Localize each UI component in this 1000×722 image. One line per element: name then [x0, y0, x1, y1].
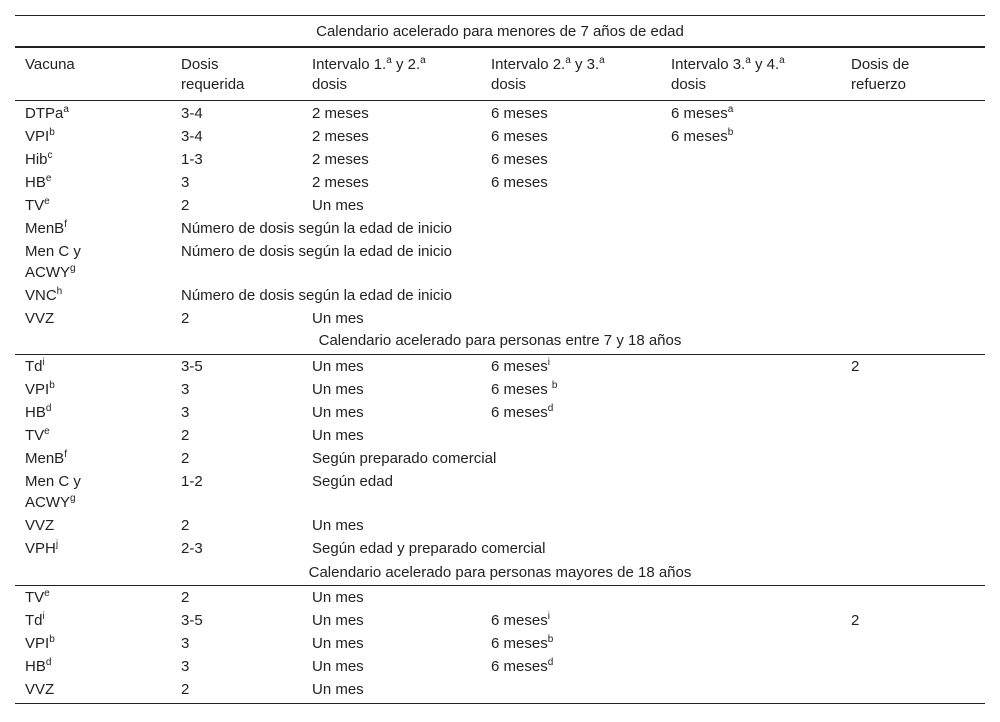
cell-vacuna — [25, 448, 67, 469]
cell-dosis: 3-5 — [181, 358, 203, 375]
footnote-mark: d — [547, 403, 554, 414]
table-row — [15, 103, 985, 126]
header-dosis-requerida: Dosis requerida — [181, 56, 245, 93]
header-intervalo-3-4: Intervalo 3.$^a$ y 4.$^a$ dosis — [671, 55, 785, 93]
vaccine-name: VPI — [25, 381, 50, 398]
vaccine-name: Td — [25, 612, 43, 629]
table-row — [15, 633, 985, 656]
cell-dosis: 3-5 — [181, 612, 203, 629]
cell-intervalo-2-3 — [491, 610, 550, 631]
vaccine-name: TV — [25, 427, 45, 444]
cell-dosis-span: Número de dosis según la edad de inicio — [181, 243, 453, 260]
cell-intervalo-1-2: 2 meses — [312, 128, 369, 145]
vaccine-name-line2: ACWY — [25, 494, 70, 511]
cell-vacuna — [25, 172, 51, 193]
table-row — [15, 538, 985, 561]
header-intervalo-2-3: Intervalo 2.$^a$ y 3.$^a$ dosis — [491, 55, 605, 93]
footnote-mark: d — [45, 657, 52, 668]
interval-value: 6 meses — [491, 174, 548, 191]
cell-dosis-span: Número de dosis según la edad de inicio — [181, 220, 453, 237]
footnote-mark: b — [547, 634, 554, 645]
table-row — [15, 172, 985, 195]
section-rule — [15, 354, 985, 355]
header-rule — [15, 100, 985, 101]
cell-dosis-span: Número de dosis según la edad de inicio — [181, 287, 453, 304]
table-row — [15, 610, 985, 633]
cell-refuerzo: 2 — [851, 612, 860, 629]
table-row — [15, 515, 985, 538]
section-title: Calendario acelerado para menores de 7 años de edad — [316, 23, 684, 40]
cell-intervalo-1-2: Un mes — [312, 589, 364, 606]
vaccine-name: HB — [25, 404, 46, 421]
footnote-mark: i — [42, 357, 45, 368]
footnote-mark: d — [547, 657, 554, 668]
cell-dosis: 2-3 — [181, 540, 203, 557]
cell-vacuna — [25, 379, 55, 400]
cell-intervalo-2-3 — [491, 656, 553, 677]
vaccine-name: DTPa — [25, 105, 64, 122]
interval-value: 6 meses — [491, 151, 548, 168]
footnote-mark: d — [45, 403, 52, 414]
interval-value: 6 meses — [491, 128, 548, 145]
cell-vacuna — [25, 610, 45, 631]
cell-dosis: 2 — [181, 310, 190, 327]
cell-dosis: 2 — [181, 197, 190, 214]
interval-value: 6 meses — [491, 612, 548, 629]
vaccine-name: VVZ — [25, 517, 55, 534]
cell-intervalo-2-3 — [491, 103, 548, 124]
vaccine-name: VVZ — [25, 681, 55, 698]
footnote-mark: a — [63, 104, 69, 115]
cell-vacuna — [25, 241, 81, 283]
cell-refuerzo: 2 — [851, 358, 860, 375]
cell-intervalo-3-4 — [671, 126, 733, 147]
cell-vacuna — [25, 587, 50, 608]
cell-intervalo-1-2: Un mes — [312, 612, 364, 629]
cell-intervalo-2-3 — [491, 172, 548, 193]
vaccine-name: Men C y — [25, 473, 81, 490]
cell-vacuna — [25, 656, 51, 677]
section-rule — [15, 585, 985, 586]
cell-intervalo-1-2: Un mes — [312, 381, 364, 398]
footnote-mark: e — [44, 196, 50, 207]
cell-dosis: 2 — [181, 427, 190, 444]
cell-intervalo-3-4 — [671, 103, 733, 124]
table-row — [15, 356, 985, 379]
interval-value: 6 meses — [491, 105, 548, 122]
cell-intervalo-2-3 — [491, 379, 557, 400]
table-row — [15, 679, 985, 702]
table-row — [15, 448, 985, 471]
section-title: Calendario acelerado para personas mayores de 18 años — [308, 564, 692, 581]
top-rule — [15, 15, 985, 16]
cell-vacuna — [25, 679, 54, 700]
bottom-rule — [15, 703, 985, 704]
vaccine-name: Men C y — [25, 243, 81, 260]
cell-intervalo-1-2: Según preparado comercial — [312, 450, 497, 467]
interval-value: 6 meses — [491, 404, 548, 421]
cell-intervalo-1-2: Un mes — [312, 197, 364, 214]
cell-intervalo-1-2: Un mes — [312, 681, 364, 698]
cell-intervalo-1-2: Según edad — [312, 473, 393, 490]
cell-intervalo-2-3 — [491, 356, 550, 377]
interval-value: 6 meses — [671, 105, 728, 122]
vaccine-name: HB — [25, 174, 46, 191]
table-row — [15, 308, 985, 331]
cell-intervalo-1-2: Un mes — [312, 404, 364, 421]
table-row — [15, 241, 985, 285]
vaccine-name: VPI — [25, 128, 50, 145]
footnote-mark: b — [49, 127, 55, 138]
cell-intervalo-1-2: Un mes — [312, 658, 364, 675]
cell-dosis: 3 — [181, 635, 190, 652]
cell-intervalo-1-2: 2 meses — [312, 174, 369, 191]
cell-vacuna — [25, 149, 53, 170]
cell-dosis: 3-4 — [181, 105, 203, 122]
vaccine-name: HB — [25, 658, 46, 675]
cell-intervalo-1-2: 2 meses — [312, 151, 369, 168]
cell-dosis: 1-2 — [181, 473, 203, 490]
cell-intervalo-2-3 — [491, 149, 548, 170]
vaccine-name: Td — [25, 358, 43, 375]
vaccine-name: TV — [25, 197, 45, 214]
footnote-mark: b — [551, 380, 558, 391]
interval-value: 6 meses — [491, 635, 548, 652]
cell-intervalo-1-2: Un mes — [312, 517, 364, 534]
footnote-mark: b — [49, 634, 55, 645]
cell-intervalo-2-3 — [491, 126, 548, 147]
cell-dosis: 2 — [181, 517, 190, 534]
table-row — [15, 126, 985, 149]
cell-dosis: 3 — [181, 658, 190, 675]
footnote-mark: b — [49, 380, 55, 391]
header-dosis-refuerzo: Dosis de refuerzo — [851, 56, 910, 93]
cell-intervalo-1-2: 2 meses — [312, 105, 369, 122]
cell-intervalo-1-2: Según edad y preparado comercial — [312, 540, 546, 557]
cell-dosis: 2 — [181, 681, 190, 698]
vaccine-name: TV — [25, 589, 45, 606]
footnote-mark: e — [44, 426, 50, 437]
vaccine-name: VVZ — [25, 310, 55, 327]
interval-value: 6 meses — [491, 658, 548, 675]
cell-dosis: 1-3 — [181, 151, 203, 168]
footnote-mark: b — [727, 127, 734, 138]
footnote-mark: i — [547, 357, 550, 368]
footnote-mark: g — [70, 263, 76, 274]
table-row — [15, 402, 985, 425]
cell-vacuna — [25, 218, 67, 239]
footnote-mark: f — [64, 449, 67, 460]
cell-dosis: 3 — [181, 174, 190, 191]
header-vacuna: Vacuna — [25, 56, 75, 73]
table-row — [15, 285, 985, 308]
footnote-mark: e — [44, 588, 50, 599]
vaccine-name: MenB — [25, 450, 65, 467]
table-row — [15, 379, 985, 402]
footnote-mark: h — [56, 286, 63, 297]
vaccine-name: VNC — [25, 287, 57, 304]
cell-intervalo-2-3 — [491, 402, 553, 423]
header-intervalo-1-2: Intervalo 1.$^a$ y 2.$^a$ dosis — [312, 55, 426, 93]
vaccine-name: MenB — [25, 220, 65, 237]
cell-dosis: 3 — [181, 404, 190, 421]
cell-intervalo-1-2: Un mes — [312, 310, 364, 327]
interval-value: 6 meses — [491, 358, 548, 375]
footnote-mark: j — [55, 539, 59, 550]
cell-vacuna — [25, 356, 45, 377]
cell-vacuna — [25, 538, 58, 559]
interval-value: 6 meses — [671, 128, 728, 145]
cell-intervalo-1-2: Un mes — [312, 635, 364, 652]
cell-vacuna — [25, 126, 55, 147]
section-title: Calendario acelerado para personas entre 7 y 18 años — [318, 332, 682, 349]
table-row — [15, 149, 985, 172]
table-row — [15, 656, 985, 679]
cell-dosis: 2 — [181, 589, 190, 606]
footnote-mark: g — [70, 493, 76, 504]
cell-vacuna — [25, 633, 55, 654]
table-row — [15, 218, 985, 241]
title-rule — [15, 46, 985, 48]
vaccine-name: Hib — [25, 151, 48, 168]
cell-vacuna — [25, 402, 51, 423]
footnote-mark: f — [64, 219, 67, 230]
vaccine-name: VPI — [25, 635, 50, 652]
footnote-mark: a — [727, 104, 734, 115]
cell-vacuna — [25, 103, 69, 124]
cell-dosis: 2 — [181, 450, 190, 467]
cell-vacuna — [25, 515, 54, 536]
vaccine-name-line2: ACWY — [25, 264, 70, 281]
cell-intervalo-1-2: Un mes — [312, 427, 364, 444]
cell-vacuna — [25, 425, 50, 446]
cell-vacuna — [25, 308, 54, 329]
cell-intervalo-1-2: Un mes — [312, 358, 364, 375]
vaccine-name: VPH — [25, 540, 56, 557]
cell-vacuna — [25, 471, 81, 513]
table-row — [15, 195, 985, 218]
cell-dosis: 3-4 — [181, 128, 203, 145]
cell-intervalo-2-3 — [491, 633, 553, 654]
table-row — [15, 587, 985, 610]
table-row — [15, 471, 985, 515]
cell-vacuna — [25, 285, 62, 306]
footnote-mark: e — [45, 173, 52, 184]
cell-dosis: 3 — [181, 381, 190, 398]
table-row — [15, 425, 985, 448]
footnote-mark: c — [47, 150, 53, 161]
interval-value: 6 meses — [491, 381, 552, 398]
footnote-mark: i — [42, 611, 45, 622]
footnote-mark: i — [547, 611, 550, 622]
cell-vacuna — [25, 195, 50, 216]
